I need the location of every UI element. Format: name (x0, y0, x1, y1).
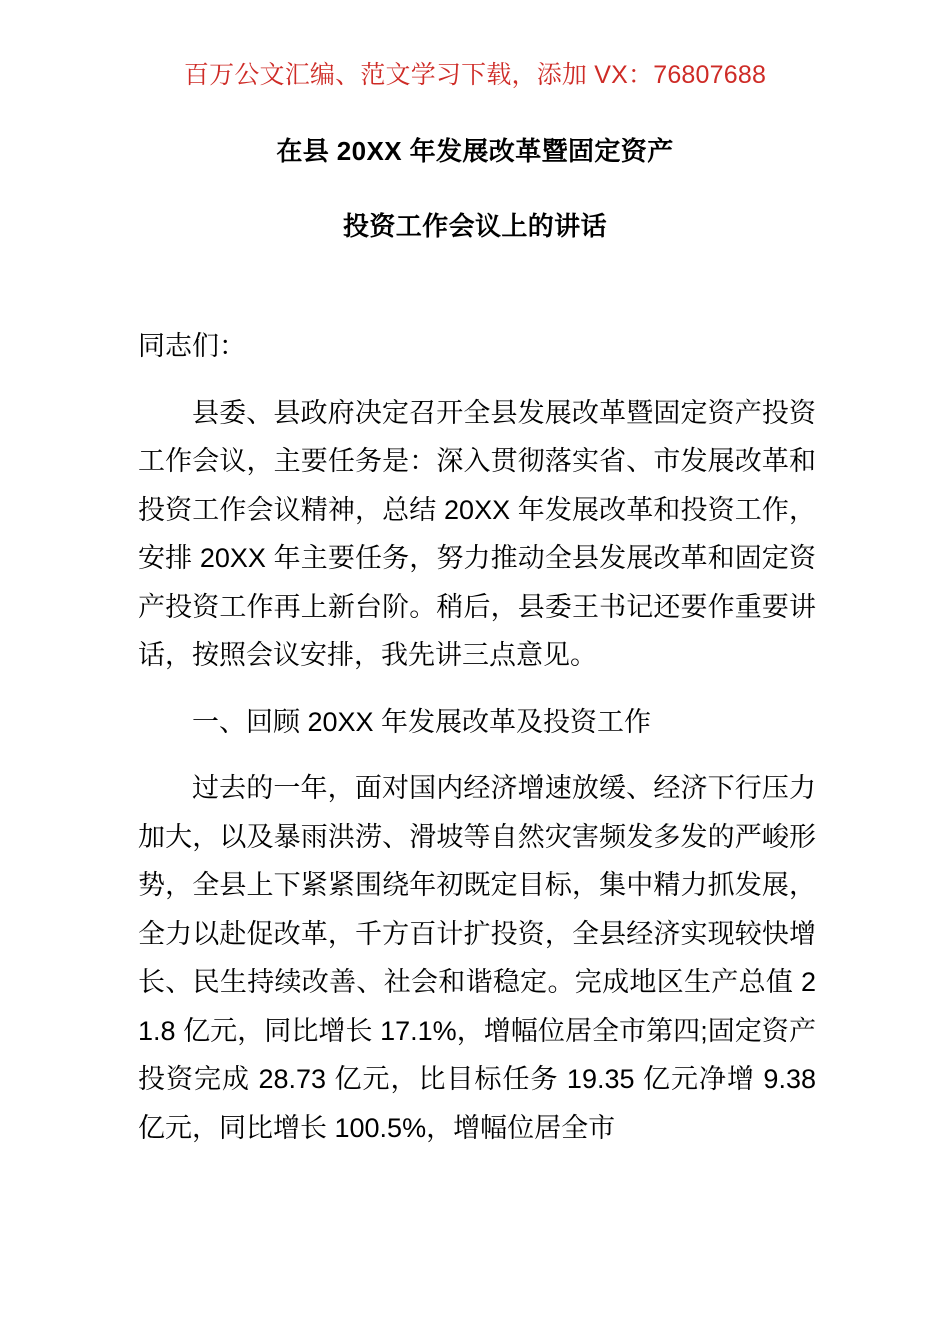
document-body (138, 322, 816, 1152)
body-paragraph-2: 过去的一年，面对国内经济增速放缓、经济下行压力加大，以及暴雨洪涝、滑坡等自然灾害频发多发的严峻形势，全县上下紧紧围绕年初既定目标，集中精力抓发展，全力以赴促改革，千方百计扩投资，全县经济实现较快增长、民生持续改善、社会和谐稳定。完成地区生产总值 21.8 亿元，同比增长 17.1%，增幅位居全市第四;固定资产投资完成 28.73 亿元，比目标任务 19.35 亿元净增 9.38 亿元，同比增长 100.5%，增幅位居全市 (138, 773, 816, 1143)
promo-header-text: 百万公文汇编、范文学习下载，添加 VX：76807688 (183, 61, 767, 89)
section-heading-1: 一、回顾 20XX 年发展改革及投资工作 (192, 706, 652, 737)
salutation-line: 同志们： (138, 331, 246, 361)
document-title-line-2: 投资工作会议上的讲话 (342, 211, 607, 241)
body-paragraph-1: 县委、县政府决定召开全县发展改革暨固定资产投资工作会议，主要任务是：深入贯彻落实省、市发展改革和投资工作会议精神，总结 20XX 年发展改革和投资工作，安排 20XX 年主要任务，努力推动全县发展改革和固定资产投资工作再上新台阶。稍后，县委王书记还要作重要讲话，按照会议安排，我先讲三点意见。 (138, 397, 816, 670)
document-title-line-1: 在县 20XX 年发展改革暨固定资产 (276, 136, 674, 166)
